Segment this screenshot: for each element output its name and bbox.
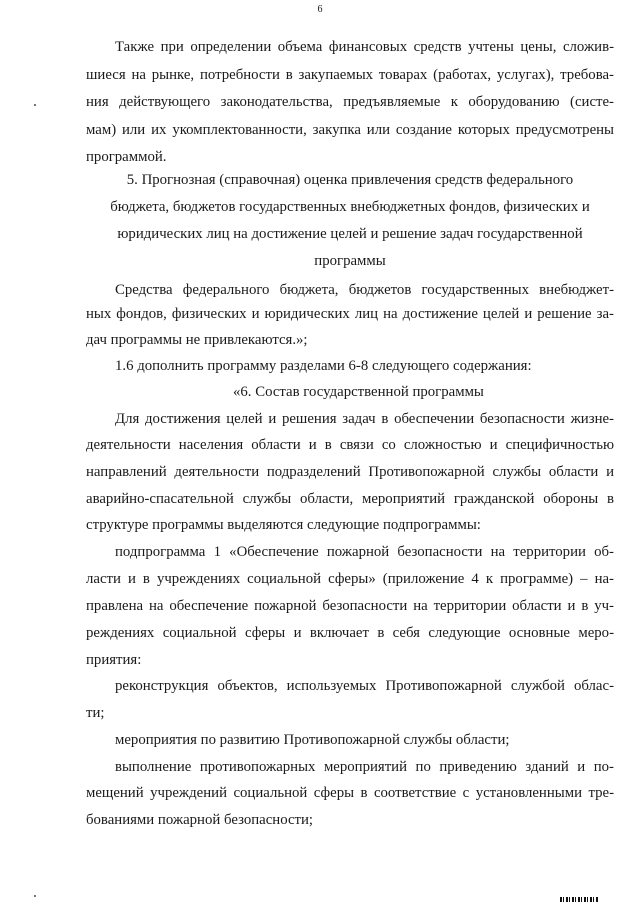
text-line: программой. <box>86 149 167 165</box>
text-line: реконструкция объектов, используемых Противопожарной службой облас- <box>115 678 614 694</box>
text-line: мещений учреждений социальной сферы в соответствие с установленными тре- <box>86 785 614 801</box>
text-line: бованиями пожарной безопасности; <box>86 812 314 828</box>
section-heading: «6. Состав государственной программы <box>233 384 484 400</box>
text-line: правлена на обеспечение пожарной безопасности на территории области и в уч- <box>86 598 614 614</box>
text-line: дач программы не привлекаются.»; <box>86 332 308 348</box>
text-line: аварийно-спасательной службы области, мероприятий гражданской обороны в <box>86 491 614 507</box>
barcode-mark <box>560 897 598 902</box>
text-line: мам) или их укомплектованности, закупка или создание которых предусмотрены <box>86 122 614 138</box>
text-line: шиеся на рынке, потребности в закупаемых товарах (работах, услугах), требова- <box>86 67 614 83</box>
scan-speck <box>34 895 36 897</box>
text-line: Средства федерального бюджета, бюджетов государственных внебюджет- <box>115 282 614 298</box>
text-line: деятельности населения области и в связи со сложностью и специфичностью <box>86 437 614 453</box>
scan-speck <box>34 104 36 106</box>
section-heading-line: бюджета, бюджетов государственных внебюджетных фондов, физических и <box>110 199 590 215</box>
section-heading-line: юридических лиц на достижение целей и решение задач государственной <box>117 226 583 242</box>
text-line: ния действующего законодательства, предъявляемые к оборудованию (систе- <box>86 94 614 110</box>
text-line: Также при определении объема финансовых средств учтены цены, сложив- <box>115 39 614 55</box>
text-line: 1.6 дополнить программу разделами 6-8 следующего содержания: <box>115 358 532 374</box>
text-line: ти; <box>86 705 105 721</box>
text-line: подпрограмма 1 «Обеспечение пожарной безопасности на территории об- <box>115 544 614 560</box>
page-number: 6 <box>317 4 323 15</box>
text-line: реждениях социальной сферы и включает в себя следующие основные меро- <box>86 625 614 641</box>
text-line: структуре программы выделяются следующие подпрограммы: <box>86 517 481 533</box>
text-line: приятия: <box>86 652 142 668</box>
text-line: ных фондов, физических и юридических лиц на достижение целей и решение за- <box>86 306 614 322</box>
section-heading-line: программы <box>314 253 386 269</box>
text-line: ласти и в учреждениях социальной сферы» (приложение 4 к программе) – на- <box>86 571 614 587</box>
text-line: выполнение противопожарных мероприятий по приведению зданий и по- <box>115 759 614 775</box>
text-line: мероприятия по развитию Противопожарной службы области; <box>115 732 510 748</box>
text-line: Для достижения целей и решения задач в обеспечении безопасности жизне- <box>115 411 614 427</box>
text-line: направлений деятельности подразделений Противопожарной службы области и <box>86 464 614 480</box>
section-heading-line: 5. Прогнозная (справочная) оценка привлечения средств федерального <box>126 172 574 188</box>
